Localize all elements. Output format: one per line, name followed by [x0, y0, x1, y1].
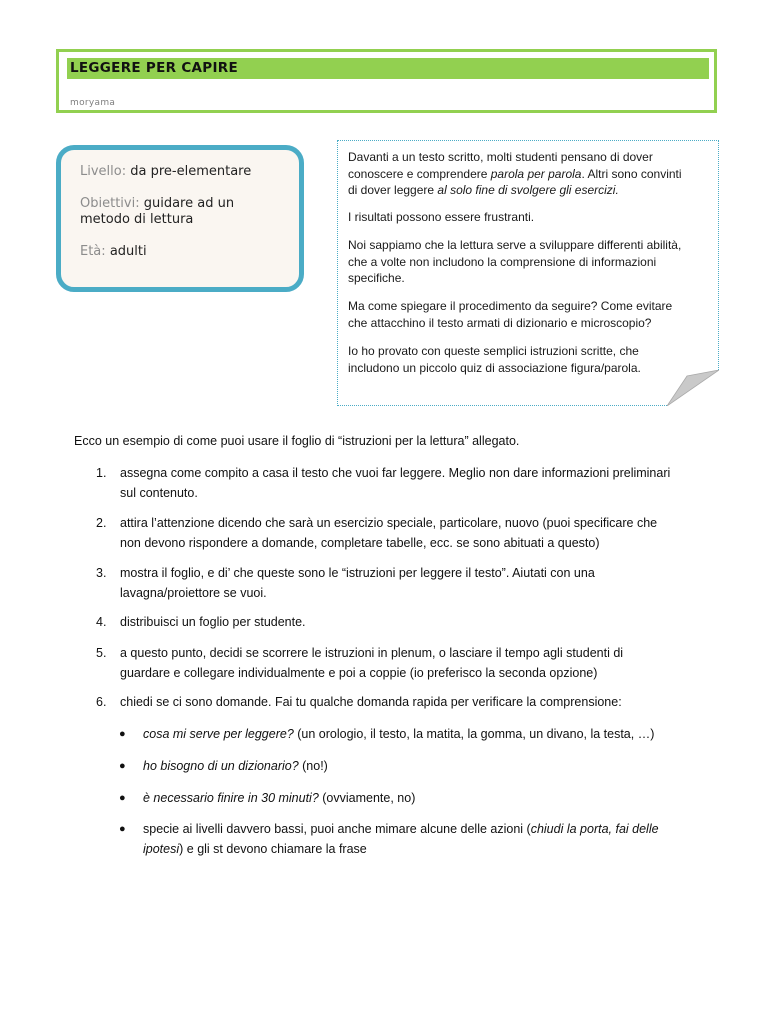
intro-p1-line2a: conoscere e comprendere [348, 166, 491, 181]
level-value: da pre-elementare [130, 164, 252, 179]
intro-paragraph-4 [348, 298, 710, 331]
objectives-label: Obiettivi: [80, 196, 140, 211]
page-curl-icon [667, 370, 719, 406]
intro-p3-line2: che a volte non includono la comprensione di informazioni [348, 254, 657, 269]
intro-p1-line3-emphasis: al solo fine di svolgere gli esercizi. [437, 183, 619, 197]
bullet-text [143, 789, 708, 809]
bullet-answer: (ovviamente, no) [318, 791, 416, 805]
intro-paragraph-2: I risultati possono essere frustranti. [348, 210, 535, 224]
intro-p1-line1: Davanti a un testo scritto, molti studenti pensano di dover [348, 150, 653, 164]
intro-box [337, 140, 719, 406]
item-number: 4. [96, 615, 107, 629]
level-label: Livello: [80, 164, 127, 179]
item-line: lavagna/proiettore se vuoi. [120, 585, 267, 600]
intro-p5-line2: includono un piccolo quiz di associazione figura/parola. [348, 360, 641, 375]
info-card [56, 145, 304, 292]
bullet-text [143, 757, 708, 777]
item-number: 2. [96, 516, 107, 530]
item-text: distribuisci un foglio per studente. [120, 615, 306, 629]
intro-paragraph-3 [348, 237, 710, 287]
item-text: chiedi se ci sono domande. Fai tu qualche domanda rapida per verificare la comprensione: [120, 695, 622, 709]
item-line: non devono rispondere a domande, completare tabelle, ecc. se sono abituati a questo) [120, 535, 600, 550]
item-number: 3. [96, 566, 107, 580]
item-text [120, 514, 710, 553]
bullet-text [143, 820, 708, 859]
age-line [80, 244, 147, 260]
bullet-emphasis: ipotesi [143, 841, 180, 856]
title-bar [67, 58, 709, 79]
bullet-suffix: ) e gli st devono chiamare la frase [179, 841, 367, 856]
intro-p4-line1: Ma come spiegare il procedimento da seguire? Come evitare [348, 299, 673, 313]
item-number: 6. [96, 695, 107, 709]
bullet-question: ho bisogno di un dizionario? [143, 759, 299, 773]
level-line [80, 164, 251, 180]
item-line: mostra il foglio, e di’ che queste sono le “istruzioni per leggere il testo”. Aiutati con una [120, 566, 595, 580]
intro-paragraph-5 [348, 343, 710, 376]
bullet-text [143, 725, 708, 745]
intro-p1-emphasis: parola per parola [490, 166, 582, 181]
item-line: a questo punto, decidi se scorrere le istruzioni in plenum, o lasciare il tempo agli studenti di [120, 646, 624, 660]
intro-p3-line1: Noi sappiamo che la lettura serve a sviluppare differenti abilità, [348, 238, 682, 252]
item-text [120, 564, 710, 603]
header-box [56, 49, 717, 113]
bullet-icon: ● [119, 792, 126, 804]
bullet-answer: (no!) [298, 759, 328, 773]
item-line: attira l’attenzione dicendo che sarà un esercizio speciale, particolare, nuovo (puoi specificare che [120, 516, 658, 530]
intro-p4-line2: che attacchino il testo armati di dizionario e microscopio? [348, 315, 652, 330]
intro-p1-line3a: di dover leggere [348, 183, 438, 197]
item-text [120, 464, 710, 503]
item-text [120, 644, 710, 683]
bullet-question: è necessario finire in 30 minuti? [143, 791, 319, 805]
bullet-emphasis: chiudi la porta, fai delle [530, 822, 659, 836]
intro-p3-line3: specifiche. [348, 271, 405, 285]
item-line: guardare e collegare individualmente e poi a coppie (io preferisco la seconda opzione) [120, 665, 598, 680]
item-number: 5. [96, 646, 107, 660]
intro-p1-line2b: . Altri sono convinti [581, 166, 682, 181]
page-title: LEGGERE PER CAPIRE [70, 60, 239, 76]
objectives-value: guidare ad un [143, 196, 235, 211]
objectives-line [80, 196, 234, 212]
bullet-icon: ● [119, 728, 126, 740]
objectives-value-cont: metodo di lettura [80, 212, 194, 227]
bullet-question: cosa mi serve per leggere? [143, 727, 294, 741]
age-label: Età: [80, 244, 106, 259]
author-name: moryama [70, 98, 116, 108]
item-number: 1. [96, 466, 107, 480]
intro-p5-line1: Io ho provato con queste semplici istruzioni scritte, che [348, 344, 639, 358]
lead-sentence: Ecco un esempio di come puoi usare il foglio di “istruzioni per la lettura” allegato. [74, 434, 520, 448]
item-line: sul contenuto. [120, 485, 198, 500]
bullet-icon: ● [119, 823, 126, 835]
intro-paragraph-1 [348, 149, 710, 199]
bullet-answer: (un orologio, il testo, la matita, la gomma, un divano, la testa, …) [293, 727, 655, 741]
bullet-prefix: specie ai livelli davvero bassi, puoi anche mimare alcune delle azioni ( [143, 822, 531, 836]
bullet-icon: ● [119, 760, 126, 772]
age-value: adulti [109, 244, 147, 259]
item-line: assegna come compito a casa il testo che vuoi far leggere. Meglio non dare informazioni preliminari [120, 466, 671, 480]
